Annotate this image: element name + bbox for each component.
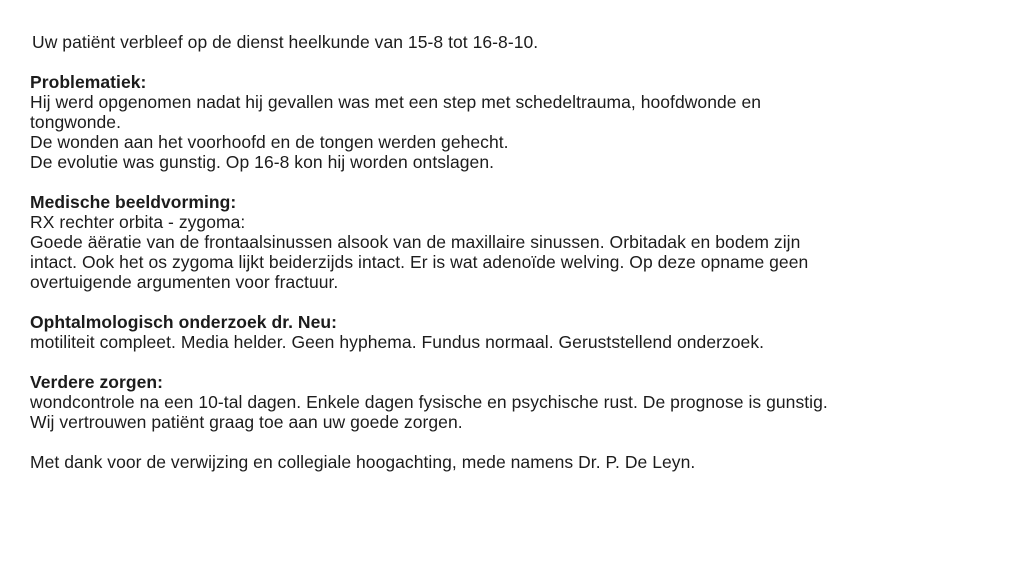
section-verdere-zorgen <box>30 372 1005 432</box>
section-line: tongwonde. <box>30 112 121 132</box>
section-line: De evolutie was gunstig. Op 16-8 kon hij worden ontslagen. <box>30 152 495 172</box>
section-line: overtuigende argumenten voor fractuur. <box>30 272 339 292</box>
section-line: Wij vertrouwen patiënt graag toe aan uw goede zorgen. <box>30 412 463 432</box>
section-heading: Ophtalmologisch onderzoek dr. Neu: <box>30 312 338 332</box>
section-heading: Medische beeldvorming: <box>30 192 237 212</box>
section-problematiek <box>30 72 1005 172</box>
section-line: De wonden aan het voorhoofd en de tongen werden gehecht. <box>30 132 509 152</box>
section-line: Goede äëratie van de frontaalsinussen alsook van de maxillaire sinussen. Orbitadak en bodem zijn <box>30 232 801 252</box>
intro-sentence: Uw patiënt verbleef op de dienst heelkunde van 15-8 tot 16-8-10. <box>32 32 539 52</box>
section-ophtalmologisch-onderzoek <box>30 312 1005 352</box>
letter-body <box>30 32 1005 472</box>
section-line: Hij werd opgenomen nadat hij gevallen was met een step met schedeltrauma, hoofdwonde en <box>30 92 762 112</box>
section-line: RX rechter orbita - zygoma: <box>30 212 246 232</box>
section-line: intact. Ook het os zygoma lijkt beiderzijds intact. Er is wat adenoïde welving. Op deze opname geen <box>30 252 809 272</box>
section-medische-beeldvorming <box>30 192 1005 292</box>
closing-sentence: Met dank voor de verwijzing en collegiale hoogachting, mede namens Dr. P. De Leyn. <box>30 452 696 472</box>
section-line: motiliteit compleet. Media helder. Geen hyphema. Fundus normaal. Geruststellend onderzoek. <box>30 332 765 352</box>
section-heading: Problematiek: <box>30 72 147 92</box>
section-line: wondcontrole na een 10-tal dagen. Enkele dagen fysische en psychische rust. De prognose is gunstig. <box>30 392 828 412</box>
section-heading: Verdere zorgen: <box>30 372 164 392</box>
